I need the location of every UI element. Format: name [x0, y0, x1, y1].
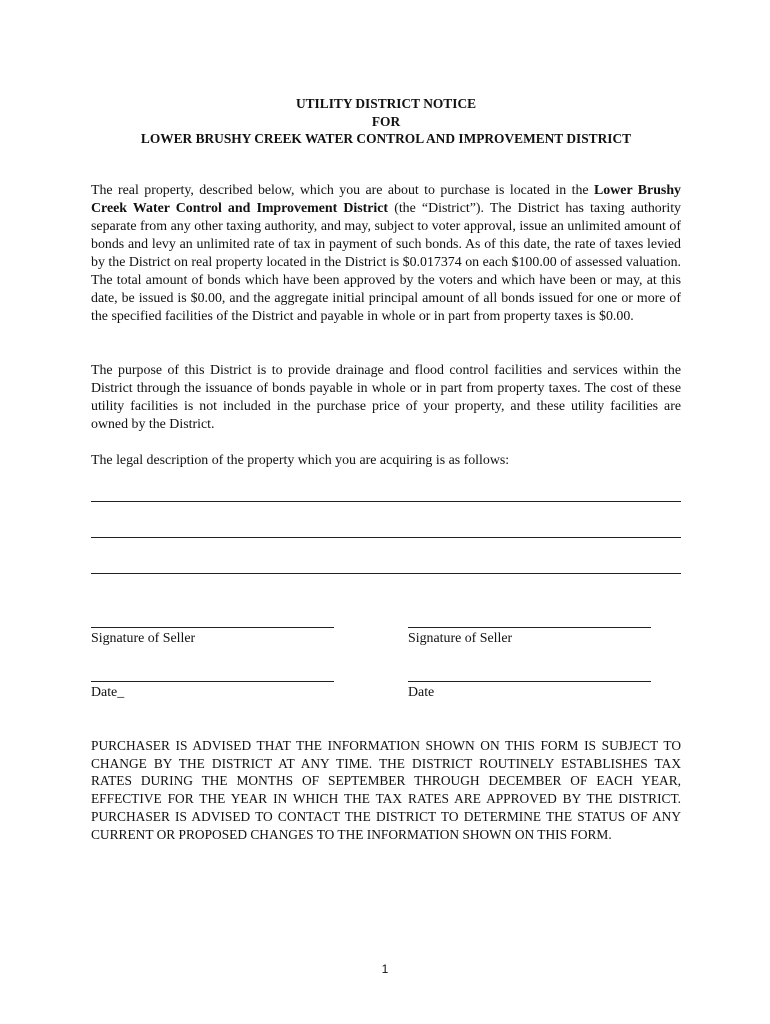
- title-line-1: UTILITY DISTRICT NOTICE: [295, 96, 477, 111]
- title-line-3: LOWER BRUSHY CREEK WATER CONTROL AND IMPROVEMENT DISTRICT: [140, 131, 632, 146]
- district-description-paragraph: [91, 182, 681, 326]
- legal-description-prompt: The legal description of the property which you are acquiring is as follows:: [91, 453, 510, 468]
- date-label-right: Date: [408, 685, 435, 700]
- seller-signature-label-left: Signature of Seller: [91, 631, 196, 646]
- paragraph-1-body: (the “District”). The District has taxing authority separate from any other taxing authority, and may, subject to voter approval, issue an unlimited amount of bonds and levy an unlimited rate of tax in payment of such bonds. As of this date, the rate of taxes levied by the District on real property located in the District is $0.017374 on each $100.00 of assessed valuation. The total amount of bonds which have been approved by the voters and which have been or may, at this date, be issued is $0.00, and the aggregate initial principal amount of all bonds issued for one or more of the specified facilities of the District and payable in whole or in part from property taxes is $0.00.: [91, 201, 682, 324]
- paragraph-1-intro: The real property, described below, which you are about to purchase is located in the: [91, 183, 595, 198]
- purchaser-advisory-notice: PURCHASER IS ADVISED THAT THE INFORMATION SHOWN ON THIS FORM IS SUBJECT TO CHANGE BY THE DISTRICT AT ANY TIME. THE DISTRICT ROUTINELY ESTABLISHES TAX RATES DURING THE MONTHS OF SEPTEMBER THROUGH DECEMBER OF EACH YEAR, EFFECTIVE FOR THE YEAR IN WHICH THE TAX RATES ARE APPROVED BY THE DISTRICT. PURCHASER IS ADVISED TO CONTACT THE DISTRICT TO DETERMINE THE STATUS OF ANY CURRENT OR PROPOSED CHANGES TO THE INFORMATION SHOWN ON THIS FORM.: [91, 738, 681, 842]
- district-purpose-paragraph: The purpose of this District is to provide drainage and flood control facilities and services within the District through the issuance of bonds payable in whole or in part from property taxes. The cost of these utility facilities is not included in the purchase price of your property, and these utility facilities are owned by the District.: [91, 363, 681, 432]
- seller-signature-label-right: Signature of Seller: [408, 631, 513, 646]
- date-label-left: Date_: [91, 685, 125, 700]
- date-line-right[interactable]: [408, 681, 651, 682]
- date-line-left[interactable]: [91, 681, 334, 682]
- legal-description-line-2[interactable]: [91, 537, 681, 538]
- district-name: Lower Brushy Creek Water Control and Improvement District: [91, 183, 682, 216]
- seller-signature-line-right[interactable]: [408, 627, 651, 628]
- notice-title: [91, 95, 681, 148]
- title-line-2: FOR: [371, 113, 401, 129]
- legal-description-line-1[interactable]: [91, 501, 681, 502]
- seller-signature-line-left[interactable]: [91, 627, 334, 628]
- legal-description-line-3[interactable]: [91, 573, 681, 574]
- page-number: 1: [381, 962, 389, 976]
